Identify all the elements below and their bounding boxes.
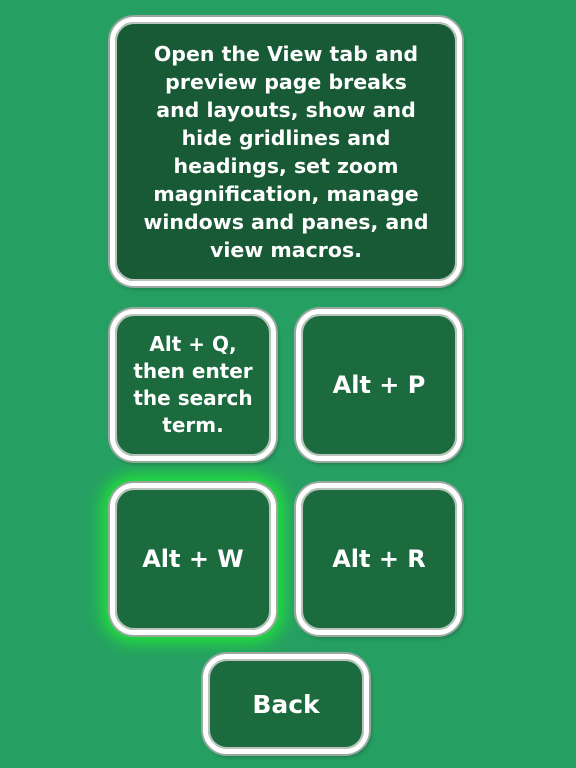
answer-label-1: Alt + Q, then enter the search term. [133, 332, 253, 437]
answer-label-2: Alt + P [332, 371, 426, 399]
answer-label-3: Alt + W [142, 545, 244, 573]
answer-label-4: Alt + R [332, 545, 426, 573]
answer-button-2[interactable] [296, 309, 462, 461]
question-card [110, 17, 462, 286]
answer-button-1[interactable] [110, 309, 276, 461]
answer-button-4[interactable] [296, 483, 462, 635]
question-text: Open the View tab and preview page breaks and layouts, show and hide gridlines and headings, set zoom magnification, manage windows and panes, and view macros. [143, 41, 429, 262]
back-label: Back [252, 689, 320, 719]
answer-button-3[interactable] [110, 483, 276, 635]
back-button[interactable] [203, 654, 369, 754]
